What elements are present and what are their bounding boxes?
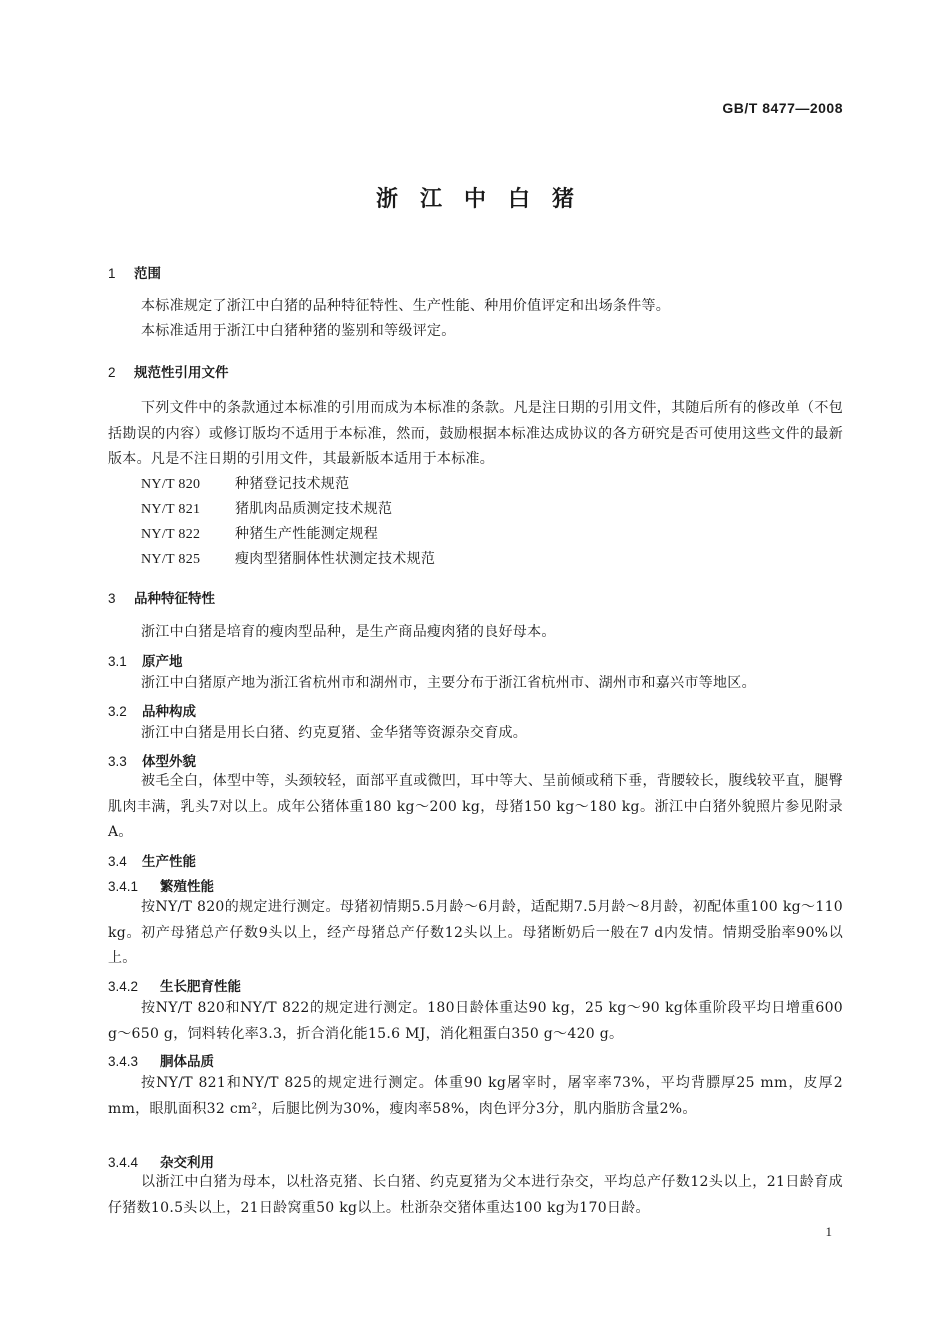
document-title: 浙江中白猪	[375, 187, 596, 212]
section-3-4-3-heading	[108, 1050, 214, 1070]
section-1-para-2: 本标准适用于浙江中白猪种猪的鉴别和等级评定。	[141, 323, 456, 339]
section-number: 3.4	[108, 854, 127, 869]
reference-item	[141, 473, 349, 493]
section-number: 3.4.4	[108, 1155, 139, 1170]
section-number: 3	[108, 591, 116, 606]
section-title: 体型外貌	[142, 754, 196, 770]
section-3-4-3-para: 按NY/T 821和NY/T 825的规定进行测定。体重90 kg屠宰时，屠宰率73%，平均背膘厚25 mm，皮厚2 mm，眼肌面积32 cm²，后腿比例为30%，瘦肉率58%，肉色评分3分，肌内脂肪含量2%。	[108, 1075, 843, 1117]
section-title: 规范性引用文件	[134, 365, 229, 381]
reference-item	[141, 498, 392, 518]
reference-code: NY/T 825	[141, 552, 201, 567]
section-3-2-para: 浙江中白猪是用长白猪、约克夏猪、金华猪等资源杂交育成。	[141, 725, 528, 741]
page-number: 1	[825, 1224, 832, 1239]
section-3-3-para: 被毛全白，体型中等，头颈较轻，面部平直或微凹，耳中等大、呈前倾或稍下垂，背腰较长，腹线较平直，腿臀肌肉丰满，乳头7对以上。成年公猪体重180 kg～200 kg，母猪150 kg～180 kg。浙江中白猪外貌照片参见附录A。	[108, 773, 843, 840]
section-3-3-heading	[108, 750, 196, 770]
section-number: 3.4.1	[108, 879, 139, 894]
section-title: 品种构成	[142, 704, 196, 720]
reference-item	[141, 523, 378, 543]
section-3-4-2-para: 按NY/T 820和NY/T 822的规定进行测定。180日龄体重达90 kg，25 kg～90 kg体重阶段平均日增重600 g～650 g，饲料转化率3.3，折合消化能15.6 MJ，消化粗蛋白350 g～420 g。	[108, 1000, 843, 1042]
section-3-4-1-heading	[108, 875, 214, 895]
section-title: 品种特征特性	[134, 591, 215, 607]
section-title: 范围	[134, 266, 161, 282]
reference-title: 瘦肉型猪胴体性状测定技术规范	[235, 551, 436, 567]
section-3-heading	[108, 587, 215, 607]
section-title: 繁殖性能	[160, 879, 214, 895]
section-2-heading	[108, 361, 229, 381]
section-number: 3.4.2	[108, 979, 139, 994]
section-1-para-1: 本标准规定了浙江中白猪的品种特征特性、生产性能、种用价值评定和出场条件等。	[141, 298, 671, 314]
section-number: 3.3	[108, 754, 127, 769]
reference-title: 种猪登记技术规范	[235, 476, 350, 492]
section-number: 3.1	[108, 654, 127, 669]
section-3-4-4-heading	[108, 1151, 214, 1171]
reference-code: NY/T 822	[141, 527, 201, 542]
section-2-para-1: 下列文件中的条款通过本标准的引用而成为本标准的条款。凡是注日期的引用文件，其随后所有的修改单（不包括勘误的内容）或修订版均不适用于本标准，然而，鼓励根据本标准达成协议的各方研究是否可使用这些文件的最新版本。凡是不注日期的引用文件，其最新版本适用于本标准。	[108, 400, 843, 467]
section-3-1-heading	[108, 650, 183, 670]
reference-code: NY/T 821	[141, 502, 201, 517]
section-number: 1	[108, 266, 116, 281]
section-title: 生产性能	[142, 854, 196, 870]
section-3-4-heading	[108, 850, 196, 870]
section-number: 3.2	[108, 704, 127, 719]
section-title: 胴体品质	[160, 1054, 214, 1070]
section-title: 杂交利用	[160, 1155, 214, 1171]
section-title: 生长肥育性能	[160, 979, 241, 995]
section-3-4-2-heading	[108, 975, 241, 995]
section-title: 原产地	[142, 654, 183, 670]
section-3-4-1-para: 按NY/T 820的规定进行测定。母猪初情期5.5月龄～6月龄，适配期7.5月龄～8月龄，初配体重100 kg～110 kg。初产母猪总产仔数9头以上，经产母猪总产仔数12头以上。母猪断奶后一般在7 d内发情。情期受胎率90%以上。	[108, 899, 843, 966]
section-3-2-heading	[108, 700, 196, 720]
section-3-1-para: 浙江中白猪原产地为浙江省杭州市和湖州市，主要分布于浙江省杭州市、湖州市和嘉兴市等地区。	[141, 675, 756, 691]
section-3-para-1: 浙江中白猪是培育的瘦肉型品种，是生产商品瘦肉猪的良好母本。	[141, 624, 556, 640]
reference-title: 猪肌肉品质测定技术规范	[235, 501, 393, 517]
reference-code: NY/T 820	[141, 477, 201, 492]
section-number: 3.4.3	[108, 1054, 139, 1069]
reference-title: 种猪生产性能测定规程	[235, 526, 378, 542]
section-1-heading	[108, 262, 161, 282]
standard-code: GB/T 8477—2008	[722, 100, 843, 116]
section-3-4-4-para: 以浙江中白猪为母本，以杜洛克猪、长白猪、约克夏猪为父本进行杂交，平均总产仔数12头以上，21日龄育成仔猪数10.5头以上，21日龄窝重50 kg以上。杜浙杂交猪体重达100 kg为170日龄。	[108, 1174, 843, 1216]
section-number: 2	[108, 365, 116, 380]
reference-item	[141, 548, 435, 568]
